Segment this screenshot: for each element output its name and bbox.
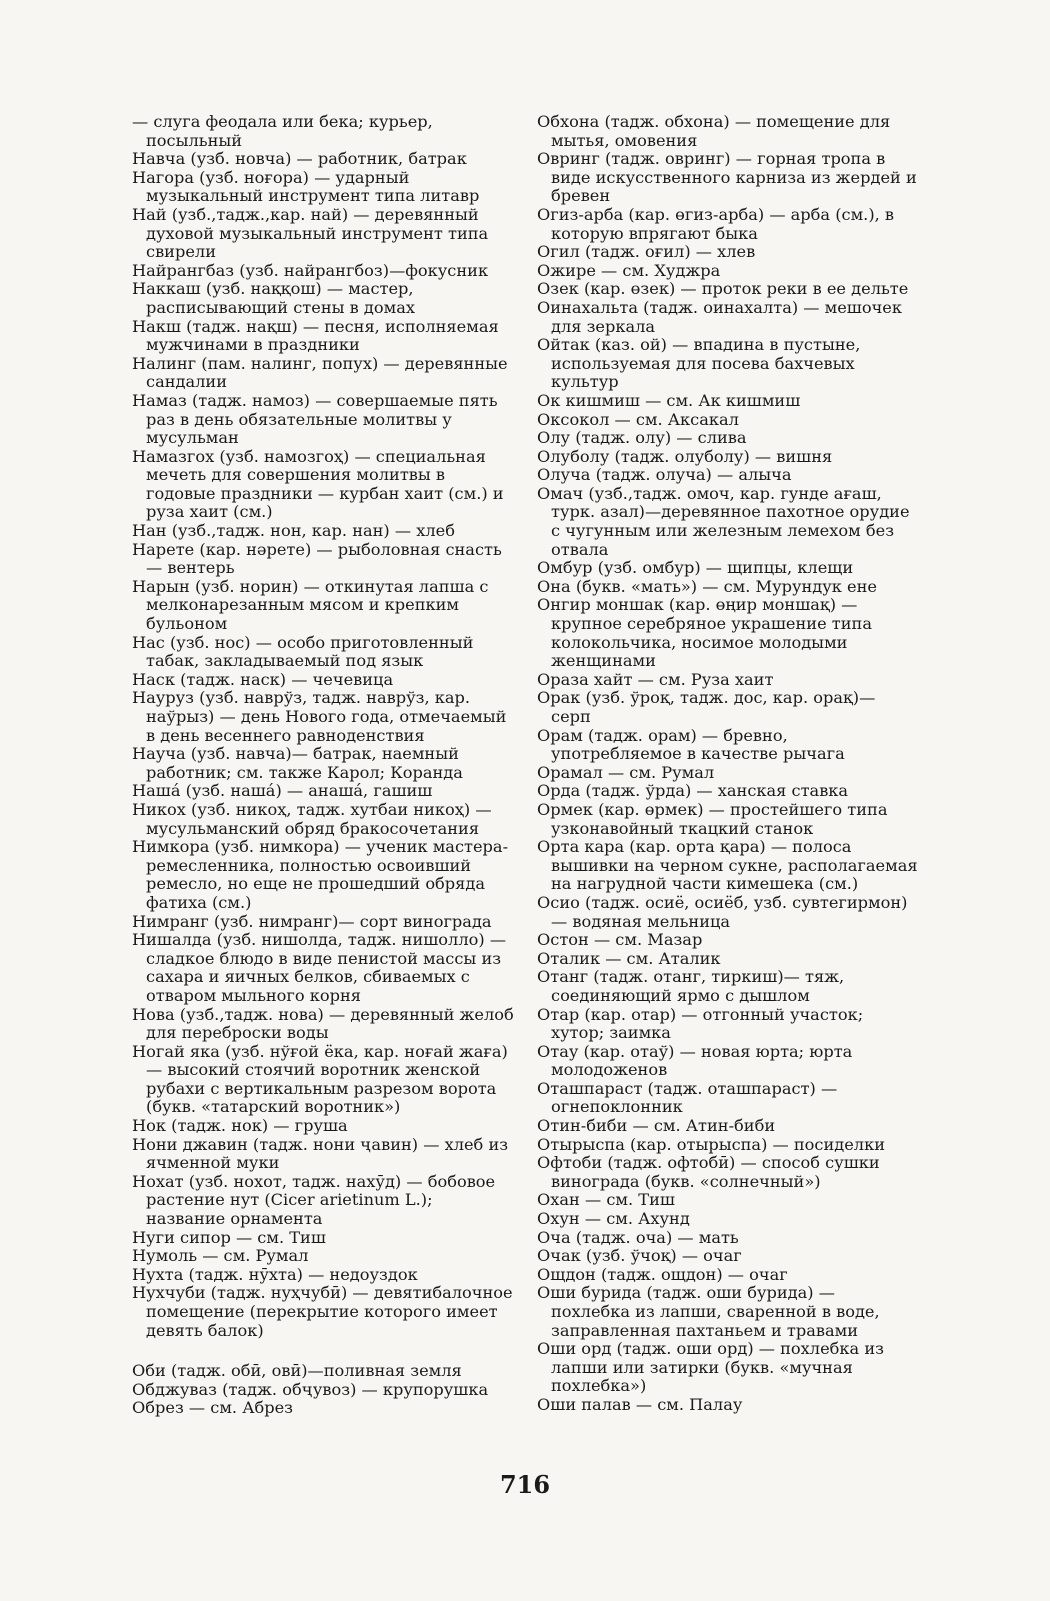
glossary-entry: Орта кара (кар. орта қара) — полоса вышивки на черном сукне, располагаемая на нагрудной части кимешека (см.) xyxy=(537,837,918,894)
glossary-entry: Ощдон (тадж. ощдон) — очаг xyxy=(537,1264,788,1284)
glossary-entry: Оби (тадж. обӣ, овӣ)—поливная земля xyxy=(132,1361,462,1381)
glossary-entry: Найрангбаз (узб. найрангбоз)—фокусник xyxy=(132,260,489,280)
glossary-entry: Орамал — см. Румал xyxy=(537,762,715,782)
glossary-entry: Ожире — см. Худжра xyxy=(537,260,721,280)
glossary-entry: Отин-биби — см. Атин-биби xyxy=(537,1116,776,1136)
glossary-entry: Нок (тадж. нок) — груша xyxy=(132,1116,348,1136)
glossary-entry: Нумоль — см. Румал xyxy=(132,1246,309,1266)
glossary-entry: Нишалда (узб. нишолда, тадж. нишолло) — сладкое блюдо в виде пенистой массы из сахара и яичных белков, сбиваемых с отваром мыльного корня xyxy=(132,930,507,1005)
glossary-entry: Нуги сипор — см. Тиш xyxy=(132,1227,326,1247)
glossary-entry: Отау (кар. отаў) — новая юрта; юрта молодоженов xyxy=(537,1041,853,1080)
glossary-entry: Олуболу (тадж. олуболу) — вишня xyxy=(537,446,833,466)
glossary-entry: — слуга феодала или бека; курьер, посыльный xyxy=(132,112,433,150)
page-number: 716 xyxy=(499,1470,551,1499)
glossary-entry: Нимкора (узб. нимкора) — ученик мастера-ремесленника, полностью освоивший ремесло, но еще не прошедший обряда фатиха (см.) xyxy=(132,837,509,912)
left-column xyxy=(132,113,514,1418)
glossary-entry: Охан — см. Тиш xyxy=(537,1190,675,1210)
glossary-entry: Наск (тадж. наск) — чечевица xyxy=(132,669,394,689)
glossary-entry: Оши орд (тадж. оши орд) — похлебка из лапши или затирки (букв. «мучная похлебка») xyxy=(537,1339,884,1396)
glossary-entry: Оталик — см. Аталик xyxy=(537,948,721,968)
glossary-entry: Намазгох (узб. намозгоҳ) — специальная мечеть для совершения молитвы в годовые праздники — курбан хаит (см.) и руза хаит (см.) xyxy=(132,446,504,522)
glossary-entry: Нухта (тадж. нӯхта) — недоуздок xyxy=(132,1264,418,1284)
right-column xyxy=(537,113,919,1415)
glossary-entry: Обджуваз (тадж. обҷувоз) — крупорушка xyxy=(132,1379,489,1399)
glossary-entry: Онгир моншак (кар. өңир моншақ) — крупное серебряное украшение типа колокольчика, носимое молодыми женщинами xyxy=(537,595,872,671)
glossary-entry: Орак (узб. ўроқ, тадж. дос, кар. орақ)— серп xyxy=(537,688,876,726)
glossary-entry: Нохат (узб. нохот, тадж. нахӯд) — бобовое растение нут (Cicer arietinum L.); название орнамента xyxy=(132,1171,496,1229)
glossary-entry: Офтоби (тадж. офтобӣ) — способ сушки винограда (букв. «солнечный») xyxy=(537,1153,880,1191)
glossary-entry: Орам (тадж. орам) — бревно, употребляемое в качестве рычага xyxy=(537,725,845,764)
right-entries xyxy=(537,113,919,1415)
glossary-entry: Ойтак (каз. ой) — впадина в пустыне, используемая для посева бахчевых культур xyxy=(537,335,861,392)
glossary-entry: Овринг (тадж. овринг) — горная тропа в виде искусственного карниза из жердей и бревен xyxy=(537,149,917,206)
glossary-entry: Омач (узб.,тадж. омоч, кар. гунде ағаш, турк. азал)—деревянное пахотное орудие с чугунным или железным лемехом без отвала xyxy=(537,483,910,559)
glossary-entry: Очак (узб. ўчоқ) — очаг xyxy=(537,1246,742,1266)
glossary-entry: Нони джавин (тадж. нони ҷавин) — хлеб из ячменной муки xyxy=(132,1134,509,1173)
glossary-entry: Нан (узб.,тадж. нон, кар. нан) — хлеб xyxy=(132,521,455,541)
glossary-entry: Ногай яка (узб. нўғой ёка, кар. ноғай жаға) — высокий стоячий воротник женской рубахи с вертикальным разрезом ворота (букв. «татарский воротник») xyxy=(132,1041,508,1117)
glossary-entry: Обрез — см. Абрез xyxy=(132,1398,293,1418)
glossary-entry: Нова (узб.,тадж. нова) — деревянный желоб для переброски воды xyxy=(132,1004,514,1043)
glossary-entry: Най (узб.,тадж.,кар. най) — деревянный духовой музыкальный инструмент типа свирели xyxy=(132,204,489,262)
glossary-entry: Оши бурида (тадж. оши бурида) — похлебка из лапши, сваренной в воде, заправленная пахтаньем и травами xyxy=(537,1283,880,1340)
glossary-entry: Оксокол — см. Аксакал xyxy=(537,409,739,429)
glossary-entry: Отар (кар. отар) — отгонный участок; хутор; заимка xyxy=(537,1004,864,1043)
glossary-entry: Нарете (кар. нәрете) — рыболовная снасть — вентерь xyxy=(132,539,502,578)
glossary-entry: Налинг (пам. налинг, попух) — деревянные сандалии xyxy=(132,353,508,392)
glossary-entry: Остон — см. Мазар xyxy=(537,930,703,950)
glossary-entry: Ормек (кар. өрмек) — простейшего типа узконавойный ткацкий станок xyxy=(537,799,888,838)
glossary-entry: Науча (узб. навча)— батрак, наемный работник; см. также Карол; Коранда xyxy=(132,744,463,782)
glossary-entry: Отырыспа (кар. отырыспа) — посиделки xyxy=(537,1134,885,1154)
glossary-entry: Нагора (узб. ноғора) — ударный музыкальный инструмент типа литавр xyxy=(132,167,480,206)
glossary-entry: Отанг (тадж. отанг, тиркиш)— тяж, соединяющий ярмо с дышлом xyxy=(537,967,845,1005)
glossary-entry: Охун — см. Ахунд xyxy=(537,1209,690,1229)
glossary-entry: Ораза хайт — см. Руза хаит xyxy=(537,669,774,689)
glossary-entry: Огиз-арба (кар. өгиз-арба) — арба (см.), в которую впрягают быка xyxy=(537,204,895,243)
glossary-entry: Ок кишмиш — см. Ак кишмиш xyxy=(537,390,801,410)
left-entries-n xyxy=(132,113,514,1340)
glossary-entry: Осио (тадж. осиё, осиёб, узб. сувтегирмон) — водяная мельница xyxy=(537,892,908,931)
glossary-entry: Оташпараст (тадж. оташпараст) — огнепоклонник xyxy=(537,1078,838,1117)
glossary-entry: Намаз (тадж. намоз) — совершаемые пять раз в день обязательные молитвы у мусульман xyxy=(132,390,498,448)
glossary-entry: Накш (тадж. нақш) — песня, исполняемая мужчинами в праздники xyxy=(132,316,499,355)
glossary-entry: Наккаш (узб. наққош) — мастер, расписывающий стены в домах xyxy=(132,279,415,317)
glossary-entry: Омбур (узб. омбур) — щипцы, клещи xyxy=(537,558,854,578)
glossary-entry: Науруз (узб. наврўз, тадж. наврўз, кар. наўрыз) — день Нового года, отмечаемый в день весеннего равноденствия xyxy=(132,688,507,745)
glossary-entry: Нас (узб. нос) — особо приготовленный табак, закладываемый под язык xyxy=(132,632,474,671)
section-gap xyxy=(132,1340,514,1362)
glossary-entry: Обхона (тадж. обхона) — помещение для мытья, омовения xyxy=(537,112,891,150)
glossary-entry: Она (букв. «мать») — см. Мурундук ене xyxy=(537,576,878,596)
glossary-entry: Огил (тадж. оғил) — хлев xyxy=(537,242,756,262)
glossary-entry: Нухчуби (тадж. нуҳчубӣ) — девятибалочное помещение (перекрытие которого имеет девять балок) xyxy=(132,1283,513,1340)
glossary-entry: Оча (тадж. оча) — мать xyxy=(537,1227,739,1247)
glossary-entry: Нарын (узб. норин) — откинутая лапша с мелконарезанным мясом и крепким бульоном xyxy=(132,576,489,634)
glossary-entry: Олу (тадж. олу) — слива xyxy=(537,428,747,448)
glossary-entry: Нашá (узб. нашá) — анашá, гашиш xyxy=(132,781,433,801)
glossary-entry: Олуча (тадж. олуча) — алыча xyxy=(537,465,792,485)
glossary-entry: Оинахальта (тадж. оинахалта) — мешочек для зеркала xyxy=(537,297,903,336)
glossary-entry: Орда (тадж. ўрда) — ханская ставка xyxy=(537,781,849,801)
glossary-entry: Нимранг (узб. нимранг)— сорт винограда xyxy=(132,911,492,931)
glossary-entry: Озек (кар. өзек) — проток реки в ее дельте xyxy=(537,279,909,299)
glossary-entry: Никох (узб. никоҳ, тадж. хутбаи никоҳ) —мусульманский обряд бракосочетания xyxy=(132,799,492,838)
glossary-entry: Оши палав — см. Палау xyxy=(537,1394,743,1414)
glossary-entry: Навча (узб. новча) — работник, батрак xyxy=(132,149,467,169)
left-entries-o xyxy=(132,1362,514,1418)
